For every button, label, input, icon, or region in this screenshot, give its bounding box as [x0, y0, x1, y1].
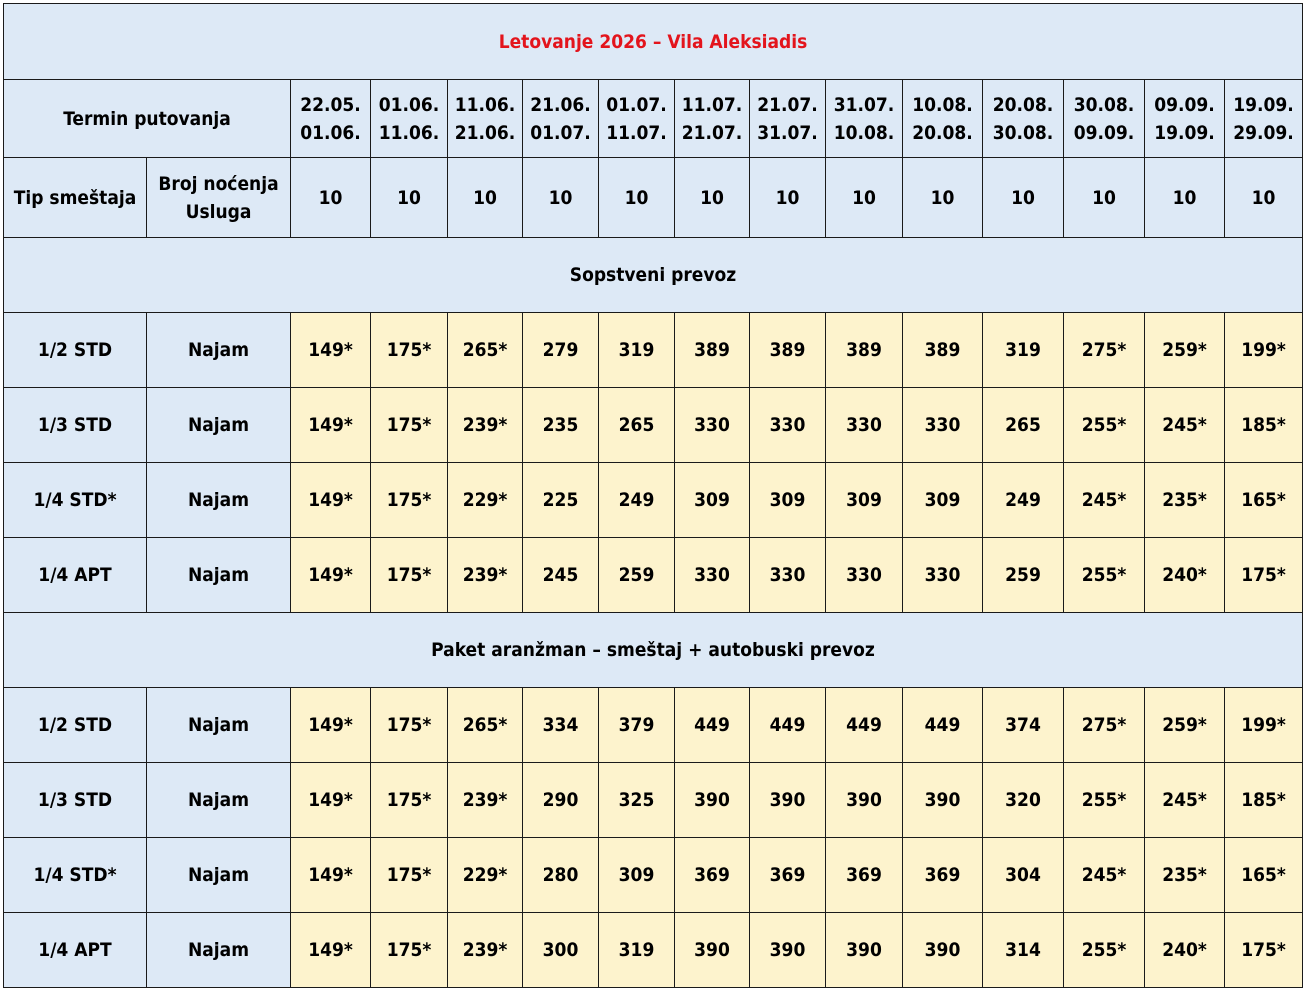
price-cell: 369: [903, 838, 983, 913]
price-cell: 175*: [371, 313, 448, 388]
price-cell: 275*: [1064, 313, 1145, 388]
term-to: 21.07.: [681, 121, 743, 144]
price-cell: 165*: [1225, 463, 1303, 538]
price-cell: 175*: [371, 913, 448, 988]
price-cell: 449: [750, 688, 826, 763]
price-cell: 319: [599, 313, 675, 388]
section-header-row: [4, 613, 1303, 688]
price-cell: 175*: [371, 838, 448, 913]
price-cell: 330: [826, 388, 903, 463]
page-title: Letovanje 2026 – Vila Aleksiadis: [4, 4, 1303, 80]
term-to: 11.07.: [606, 121, 667, 144]
price-cell: 309: [675, 463, 750, 538]
term-dates-7: [826, 80, 903, 158]
section-title: Sopstveni prevoz: [4, 238, 1303, 313]
room-type-cell: 1/4 STD*: [4, 838, 147, 913]
price-cell: 330: [750, 388, 826, 463]
term-to: 30.08.: [992, 121, 1054, 144]
term-dates-4: [599, 80, 675, 158]
price-cell: 320: [983, 763, 1064, 838]
price-cell: 175*: [371, 388, 448, 463]
table-row: [4, 313, 1303, 388]
term-nights-11: 10: [1145, 158, 1225, 238]
table-row: [4, 913, 1303, 988]
term-nights-4: 10: [599, 158, 675, 238]
price-cell: 369: [675, 838, 750, 913]
price-cell: 330: [675, 538, 750, 613]
price-cell: 334: [523, 688, 599, 763]
price-cell: 199*: [1225, 313, 1303, 388]
price-cell: 379: [599, 688, 675, 763]
price-cell: 309: [826, 463, 903, 538]
term-nights-0: 10: [291, 158, 371, 238]
dates-row: [4, 80, 1303, 158]
price-cell: 240*: [1145, 913, 1225, 988]
price-cell: 259*: [1145, 313, 1225, 388]
price-cell: 245: [523, 538, 599, 613]
price-cell: 330: [750, 538, 826, 613]
price-cell: 175*: [1225, 913, 1303, 988]
term-to: 20.08.: [912, 121, 973, 144]
price-cell: 325: [599, 763, 675, 838]
price-cell: 149*: [291, 838, 371, 913]
type-label: Tip smeštaja: [4, 158, 147, 238]
price-cell: 165*: [1225, 838, 1303, 913]
term-dates-11: [1145, 80, 1225, 158]
service-cell: Najam: [147, 763, 291, 838]
term-from: 01.06.: [378, 93, 440, 116]
table-row: [4, 763, 1303, 838]
price-cell: 245*: [1145, 388, 1225, 463]
price-cell: 149*: [291, 313, 371, 388]
price-cell: 390: [903, 763, 983, 838]
price-cell: 149*: [291, 388, 371, 463]
price-cell: 390: [750, 763, 826, 838]
price-cell: 175*: [371, 538, 448, 613]
price-cell: 389: [826, 313, 903, 388]
price-cell: 314: [983, 913, 1064, 988]
price-cell: 225: [523, 463, 599, 538]
price-cell: 449: [675, 688, 750, 763]
term-nights-7: 10: [826, 158, 903, 238]
term-nights-5: 10: [675, 158, 750, 238]
term-dates-6: [750, 80, 826, 158]
section-header-row: [4, 238, 1303, 313]
term-nights-8: 10: [903, 158, 983, 238]
nights-row: [4, 158, 1303, 238]
price-cell: 175*: [371, 688, 448, 763]
price-cell: 389: [675, 313, 750, 388]
price-cell: 390: [826, 763, 903, 838]
price-cell: 249: [599, 463, 675, 538]
term-to: 31.07.: [757, 121, 818, 144]
nights-label: Broj noćenja: [158, 172, 279, 195]
price-cell: 309: [903, 463, 983, 538]
term-to: 01.06.: [300, 121, 361, 144]
table-row: [4, 463, 1303, 538]
service-cell: Najam: [147, 913, 291, 988]
term-dates-5: [675, 80, 750, 158]
price-cell: 319: [599, 913, 675, 988]
term-from: 09.09.: [1154, 93, 1215, 116]
price-cell: 304: [983, 838, 1064, 913]
term-to: 29.09.: [1233, 121, 1294, 144]
price-cell: 330: [903, 388, 983, 463]
term-from: 11.06.: [454, 93, 516, 116]
price-cell: 300: [523, 913, 599, 988]
price-cell: 249: [983, 463, 1064, 538]
price-cell: 374: [983, 688, 1064, 763]
price-cell: 389: [903, 313, 983, 388]
term-dates-1: [371, 80, 448, 158]
term-from: 30.08.: [1073, 93, 1135, 116]
price-cell: 369: [750, 838, 826, 913]
price-cell: 185*: [1225, 388, 1303, 463]
term-to: 01.07.: [530, 121, 591, 144]
price-cell: 449: [903, 688, 983, 763]
price-cell: 185*: [1225, 763, 1303, 838]
room-type-cell: 1/2 STD: [4, 313, 147, 388]
term-from: 01.07.: [606, 93, 667, 116]
term-dates-8: [903, 80, 983, 158]
price-cell: 245*: [1145, 763, 1225, 838]
price-cell: 390: [903, 913, 983, 988]
price-cell: 330: [826, 538, 903, 613]
room-type-cell: 1/4 APT: [4, 538, 147, 613]
table-row: [4, 688, 1303, 763]
price-cell: 259: [983, 538, 1064, 613]
service-cell: Najam: [147, 838, 291, 913]
term-from: 21.06.: [530, 93, 591, 116]
price-cell: 149*: [291, 763, 371, 838]
term-from: 20.08.: [992, 93, 1054, 116]
table-row: [4, 838, 1303, 913]
price-cell: 175*: [1225, 538, 1303, 613]
price-cell: 390: [675, 913, 750, 988]
term-from: 22.05.: [300, 93, 361, 116]
section-title: Paket aranžman – smeštaj + autobuski prevoz: [4, 613, 1303, 688]
price-cell: 279: [523, 313, 599, 388]
price-cell: 175*: [371, 463, 448, 538]
price-table: [3, 3, 1303, 988]
term-nights-9: 10: [983, 158, 1064, 238]
price-cell: 235: [523, 388, 599, 463]
price-cell: 275*: [1064, 688, 1145, 763]
room-type-cell: 1/3 STD: [4, 388, 147, 463]
room-type-cell: 1/4 APT: [4, 913, 147, 988]
term-dates-12: [1225, 80, 1303, 158]
term-dates-10: [1064, 80, 1145, 158]
room-type-cell: 1/3 STD: [4, 763, 147, 838]
price-cell: 255*: [1064, 538, 1145, 613]
price-cell: 239*: [448, 538, 523, 613]
price-cell: 199*: [1225, 688, 1303, 763]
price-cell: 265: [599, 388, 675, 463]
term-nights-10: 10: [1064, 158, 1145, 238]
price-cell: 175*: [371, 763, 448, 838]
price-cell: 245*: [1064, 463, 1145, 538]
price-cell: 280: [523, 838, 599, 913]
term-dates-9: [983, 80, 1064, 158]
price-cell: 259: [599, 538, 675, 613]
price-cell: 259*: [1145, 688, 1225, 763]
price-cell: 235*: [1145, 838, 1225, 913]
term-nights-2: 10: [448, 158, 523, 238]
term-from: 31.07.: [833, 93, 895, 116]
term-from: 11.07.: [681, 93, 743, 116]
price-cell: 369: [826, 838, 903, 913]
service-cell: Najam: [147, 463, 291, 538]
price-cell: 235*: [1145, 463, 1225, 538]
title-row: [4, 4, 1303, 80]
table-row: [4, 388, 1303, 463]
term-nights-3: 10: [523, 158, 599, 238]
price-cell: 149*: [291, 913, 371, 988]
price-cell: 265*: [448, 313, 523, 388]
table-row: [4, 538, 1303, 613]
price-cell: 330: [903, 538, 983, 613]
price-cell: 245*: [1064, 838, 1145, 913]
price-cell: 309: [750, 463, 826, 538]
price-cell: 309: [599, 838, 675, 913]
room-type-cell: 1/4 STD*: [4, 463, 147, 538]
term-dates-0: [291, 80, 371, 158]
price-cell: 449: [826, 688, 903, 763]
term-dates-2: [448, 80, 523, 158]
service-cell: Najam: [147, 388, 291, 463]
term-to: 21.06.: [454, 121, 516, 144]
service-label: Usluga: [185, 200, 252, 223]
term-to: 10.08.: [833, 121, 895, 144]
price-cell: 390: [675, 763, 750, 838]
price-cell: 265*: [448, 688, 523, 763]
price-cell: 229*: [448, 838, 523, 913]
service-cell: Najam: [147, 688, 291, 763]
term-nights-1: 10: [371, 158, 448, 238]
price-cell: 229*: [448, 463, 523, 538]
nights-service-label: [147, 158, 291, 238]
term-to: 19.09.: [1154, 121, 1215, 144]
term-dates-3: [523, 80, 599, 158]
price-cell: 240*: [1145, 538, 1225, 613]
price-cell: 265: [983, 388, 1064, 463]
price-cell: 389: [750, 313, 826, 388]
term-from: 19.09.: [1233, 93, 1294, 116]
price-cell: 390: [826, 913, 903, 988]
term-from: 21.07.: [757, 93, 818, 116]
price-cell: 239*: [448, 913, 523, 988]
price-cell: 255*: [1064, 913, 1145, 988]
service-cell: Najam: [147, 538, 291, 613]
price-cell: 149*: [291, 688, 371, 763]
term-from: 10.08.: [912, 93, 973, 116]
price-cell: 319: [983, 313, 1064, 388]
price-cell: 330: [675, 388, 750, 463]
price-cell: 239*: [448, 388, 523, 463]
price-cell: 255*: [1064, 388, 1145, 463]
term-to: 09.09.: [1073, 121, 1135, 144]
price-cell: 290: [523, 763, 599, 838]
term-to: 11.06.: [378, 121, 440, 144]
price-cell: 149*: [291, 463, 371, 538]
price-cell: 255*: [1064, 763, 1145, 838]
price-cell: 390: [750, 913, 826, 988]
room-type-cell: 1/2 STD: [4, 688, 147, 763]
price-cell: 149*: [291, 538, 371, 613]
term-nights-12: 10: [1225, 158, 1303, 238]
term-nights-6: 10: [750, 158, 826, 238]
service-cell: Najam: [147, 313, 291, 388]
price-cell: 239*: [448, 763, 523, 838]
term-label: Termin putovanja: [4, 80, 291, 158]
